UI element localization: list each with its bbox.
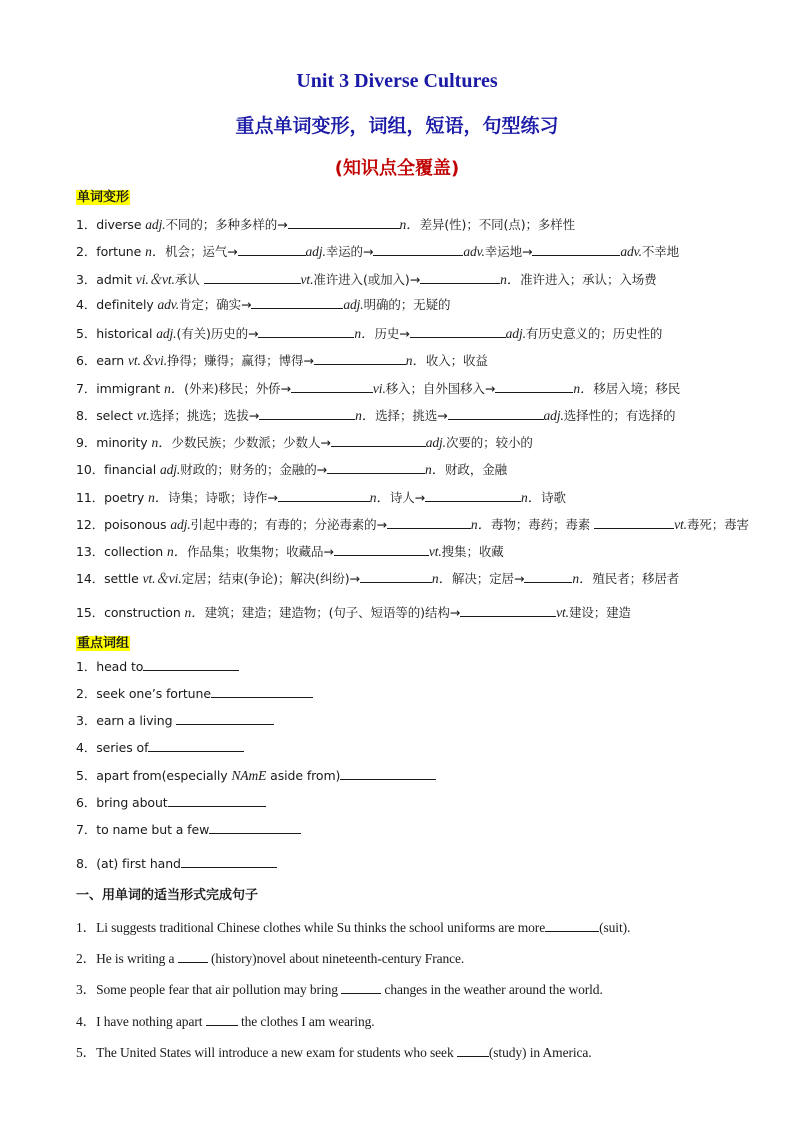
answer-blank[interactable] — [532, 243, 620, 256]
headword: diverse — [96, 217, 142, 232]
part-of-speech: n． — [148, 490, 169, 505]
sentence-text-tail: (history)novel about nineteenth-century France. — [207, 951, 465, 966]
part-of-speech: adv. — [157, 297, 179, 312]
part-of-speech: n． — [573, 381, 594, 396]
definition-text: 诗集；诗歌；诗作→ — [168, 490, 278, 505]
item-number: 12． — [76, 517, 105, 532]
answer-blank[interactable] — [387, 516, 471, 529]
definition-text: 次要的；较小的 — [445, 435, 533, 450]
definition-text: 不同的；多种多样的→ — [165, 217, 288, 232]
answer-blank[interactable] — [360, 570, 432, 583]
item-number: 11． — [76, 490, 105, 505]
answer-blank[interactable] — [178, 950, 208, 963]
sentence-text-tail: changes in the weather around the world. — [381, 982, 603, 997]
part-of-speech: n． — [431, 571, 452, 586]
answer-blank[interactable] — [425, 489, 521, 502]
headword: fortune — [96, 244, 142, 259]
answer-blank[interactable] — [258, 325, 354, 338]
part-of-speech: vt.＆vi. — [142, 571, 182, 586]
answer-blank[interactable] — [594, 516, 674, 529]
item-number: 4． — [76, 297, 97, 312]
item-number: 5． — [76, 768, 97, 783]
definition-text: 诗歌 — [541, 490, 566, 505]
word-form-item — [76, 295, 450, 313]
sentence-text-tail: (suit). — [599, 920, 631, 935]
definition-text: 收入；收益 — [425, 353, 488, 368]
definition-text: 解决；定居→ — [451, 571, 525, 586]
item-number: 3． — [76, 272, 97, 287]
definition-text: 毒物；毒药；毒素 — [490, 517, 595, 532]
part-of-speech: vt. — [674, 517, 687, 532]
definition-text: 挣得；赚得；赢得；博得→ — [166, 353, 314, 368]
sentence-text: Li suggests traditional Chinese clothes while Su thinks the school uniforms are more — [96, 920, 546, 935]
definition-text: 定居；结束(争论)；解决(纠纷)→ — [181, 571, 360, 586]
phrase-text: series of — [96, 740, 149, 755]
item-number: 2． — [76, 686, 97, 701]
headword: immigrant — [96, 381, 161, 396]
answer-blank[interactable] — [206, 1013, 238, 1026]
item-number: 4． — [76, 740, 97, 755]
headword: earn — [96, 353, 125, 368]
phrase-item — [76, 854, 277, 872]
definition-text: 差异(性)；不同(点)；多样性 — [419, 217, 576, 232]
definition-text: 准许进入；承认；入场费 — [520, 272, 657, 287]
phrase-item — [76, 738, 244, 756]
answer-blank[interactable] — [457, 1044, 489, 1057]
answer-blank[interactable] — [373, 243, 463, 256]
part-of-speech: vi.＆vt. — [135, 272, 175, 287]
headword: settle — [104, 571, 139, 586]
item-number: 7． — [76, 822, 97, 837]
answer-blank[interactable] — [495, 380, 573, 393]
part-of-speech: adj. — [305, 244, 326, 259]
word-form-item — [76, 349, 488, 369]
item-number: 3． — [76, 982, 97, 997]
phrase-variant: NAmE — [231, 768, 267, 783]
sentence-text: He is writing a — [96, 951, 178, 966]
sentence-text-tail: the clothes I am wearing. — [237, 1014, 375, 1029]
headword: poetry — [104, 490, 145, 505]
part-of-speech: n． — [369, 490, 390, 505]
part-of-speech: n． — [424, 462, 446, 477]
answer-blank[interactable] — [460, 604, 556, 617]
part-of-speech: adj. — [505, 326, 526, 341]
exercise-item — [76, 1041, 592, 1061]
headword: select — [96, 408, 133, 423]
document-coverage-note: (知识点全覆盖) — [334, 158, 460, 179]
definition-text: 引起中毒的；有毒的；分泌毒素的→ — [190, 517, 387, 532]
headword: minority — [96, 435, 148, 450]
answer-blank[interactable] — [204, 271, 301, 284]
exercise-item — [76, 978, 603, 998]
headword: historical — [96, 326, 153, 341]
part-of-speech: adj. — [170, 517, 191, 532]
sentence-text-tail: (study) in America. — [488, 1045, 592, 1060]
phrase-text: earn a living — [96, 713, 177, 728]
word-form-item — [76, 213, 575, 233]
item-number: 5． — [76, 1045, 97, 1060]
part-of-speech: adj. — [145, 217, 166, 232]
word-form-item — [76, 377, 680, 397]
answer-blank[interactable] — [410, 325, 506, 338]
part-of-speech: n． — [521, 490, 542, 505]
definition-text: 作品集；收集物；收藏品→ — [187, 544, 334, 559]
part-of-speech: adj. — [425, 435, 446, 450]
definition-text: 选择；挑选；选拔→ — [149, 408, 260, 423]
definition-text: 移居入境；移民 — [593, 381, 681, 396]
part-of-speech: n． — [355, 408, 376, 423]
document-title: Unit 3 Diverse Cultures — [296, 70, 498, 92]
word-form-item — [76, 268, 657, 288]
definition-text: 选择；挑选→ — [375, 408, 448, 423]
item-number: 8． — [76, 856, 97, 871]
item-number: 3． — [76, 713, 97, 728]
answer-blank[interactable] — [181, 855, 277, 868]
word-form-item — [76, 486, 566, 506]
word-form-item — [76, 567, 679, 587]
headword: admit — [96, 272, 132, 287]
word-form-item — [76, 322, 662, 342]
part-of-speech: n． — [184, 605, 205, 620]
item-number: 6． — [76, 795, 97, 810]
part-of-speech: n． — [164, 381, 185, 396]
answer-blank[interactable] — [148, 739, 244, 752]
headword: construction — [104, 605, 181, 620]
item-number: 2． — [76, 244, 97, 259]
definition-text: 财政的；财务的；金融的→ — [180, 462, 327, 477]
item-number: 8． — [76, 408, 97, 423]
part-of-speech: n． — [405, 353, 426, 368]
part-of-speech: adj. — [343, 297, 364, 312]
word-form-item — [76, 458, 507, 478]
item-number: 9． — [76, 435, 97, 450]
answer-blank[interactable] — [168, 794, 266, 807]
headword: poisonous — [104, 517, 167, 532]
answer-blank[interactable] — [176, 712, 274, 725]
answer-blank[interactable] — [259, 407, 355, 420]
answer-blank[interactable] — [314, 352, 406, 365]
part-of-speech: n． — [354, 326, 375, 341]
section-heading-word-forms: 单词变形 — [77, 190, 130, 205]
part-of-speech: n． — [166, 544, 188, 559]
definition-text: 幸运的→ — [325, 244, 374, 259]
part-of-speech: n． — [572, 571, 593, 586]
phrase-text: bring about — [96, 795, 168, 810]
definition-text: 肯定；确实→ — [178, 297, 252, 312]
answer-blank[interactable] — [420, 271, 500, 284]
definition-text: 诗人→ — [389, 490, 425, 505]
answer-blank[interactable] — [143, 658, 239, 671]
phrase-text: to name but a few — [96, 822, 210, 837]
part-of-speech: vt. — [556, 605, 569, 620]
headword: definitely — [96, 297, 154, 312]
definition-text: 明确的；无疑的 — [363, 297, 451, 312]
definition-text: 毒死；毒害 — [686, 517, 749, 532]
item-number: 4． — [76, 1014, 97, 1029]
item-number: 1． — [76, 217, 97, 232]
answer-blank[interactable] — [524, 570, 572, 583]
word-form-item — [76, 431, 533, 451]
sentence-text: The United States will introduce a new exam for students who seek — [96, 1045, 457, 1060]
headword: collection — [104, 544, 164, 559]
item-number: 1． — [76, 920, 97, 935]
phrase-item — [76, 684, 313, 702]
phrase-text: apart from(especially — [96, 768, 232, 783]
definition-text: 财政，金融 — [445, 462, 508, 477]
item-number: 7． — [76, 381, 97, 396]
phrase-text: head to — [96, 659, 144, 674]
part-of-speech: adj. — [543, 408, 564, 423]
definition-text: 移入；自外国移入→ — [385, 381, 496, 396]
definition-text: 选择性的；有选择的 — [563, 408, 676, 423]
phrase-item — [76, 711, 274, 729]
word-form-item — [76, 404, 675, 424]
definition-text: 幸运地→ — [484, 244, 533, 259]
part-of-speech: adj. — [159, 462, 181, 477]
item-number: 5． — [76, 326, 97, 341]
part-of-speech: n． — [145, 244, 166, 259]
word-form-item — [76, 513, 749, 533]
definition-text: 有历史意义的；历史性的 — [525, 326, 663, 341]
part-of-speech: n． — [470, 517, 491, 532]
item-number: 1． — [76, 659, 97, 674]
part-of-speech: vi. — [372, 381, 386, 396]
answer-blank[interactable] — [331, 434, 426, 447]
phrase-text-tail: aside from) — [266, 768, 341, 783]
item-number: 14． — [76, 571, 105, 586]
answer-blank[interactable] — [545, 919, 599, 932]
word-form-item — [76, 540, 504, 560]
definition-text: (外来)移民；外侨→ — [184, 381, 291, 396]
part-of-speech: vt. — [136, 408, 150, 423]
definition-text: 机会；运气→ — [165, 244, 238, 259]
answer-blank[interactable] — [340, 767, 436, 780]
part-of-speech: n． — [399, 217, 420, 232]
part-of-speech: adv. — [620, 244, 642, 259]
item-number: 2． — [76, 951, 97, 966]
answer-blank[interactable] — [327, 461, 425, 474]
answer-blank[interactable] — [211, 685, 313, 698]
phrase-item — [76, 657, 239, 675]
item-number: 13． — [76, 544, 105, 559]
definition-text: 殖民者；移居者 — [592, 571, 680, 586]
document-subtitle: 重点单词变形，词组，短语，句型练习 — [235, 115, 559, 137]
definition-text: 历史→ — [374, 326, 410, 341]
item-number: 10． — [76, 462, 105, 477]
part-of-speech: n． — [151, 435, 172, 450]
definition-text: 建筑；建造；建造物；(句子、短语等的)结构→ — [204, 605, 461, 620]
definition-text: 少数民族；少数派；少数人→ — [171, 435, 331, 450]
answer-blank[interactable] — [209, 821, 301, 834]
definition-text: 承认 — [174, 272, 204, 287]
answer-blank[interactable] — [251, 296, 343, 309]
section-heading-exercise: 一、用单词的适当形式完成句子 — [76, 888, 259, 903]
definition-text: 建设；建造 — [568, 605, 631, 620]
part-of-speech: n． — [500, 272, 521, 287]
part-of-speech: vt. — [300, 272, 314, 287]
sentence-text: Some people fear that air pollution may bring — [96, 982, 342, 997]
phrase-text: (at) first hand — [96, 856, 181, 871]
part-of-speech: adj. — [156, 326, 177, 341]
answer-blank[interactable] — [341, 981, 381, 994]
part-of-speech: vt.＆vi. — [127, 353, 167, 368]
answer-blank[interactable] — [448, 407, 544, 420]
headword: financial — [104, 462, 157, 477]
item-number: 15． — [76, 605, 105, 620]
exercise-item — [76, 1010, 375, 1030]
definition-text: 搜集；收藏 — [441, 544, 504, 559]
part-of-speech: adv. — [463, 244, 485, 259]
answer-blank[interactable] — [238, 243, 306, 256]
phrase-item — [76, 766, 436, 784]
word-form-item — [76, 240, 679, 260]
definition-text: 不幸地 — [641, 244, 680, 259]
word-form-item — [76, 601, 631, 621]
sentence-text: I have nothing apart — [96, 1014, 206, 1029]
answer-blank[interactable] — [334, 543, 429, 556]
answer-blank[interactable] — [288, 216, 400, 229]
definition-text: 准许进入(或加入)→ — [313, 272, 421, 287]
definition-text: (有关)历史的→ — [176, 326, 259, 341]
section-heading-phrases: 重点词组 — [77, 636, 130, 651]
answer-blank[interactable] — [291, 380, 373, 393]
phrase-text: seek one’s fortune — [96, 686, 211, 701]
exercise-item — [76, 916, 630, 936]
exercise-item — [76, 947, 464, 967]
phrase-item — [76, 820, 301, 838]
phrase-item — [76, 793, 266, 811]
item-number: 6． — [76, 353, 97, 368]
part-of-speech: vt. — [428, 544, 442, 559]
answer-blank[interactable] — [278, 489, 370, 502]
